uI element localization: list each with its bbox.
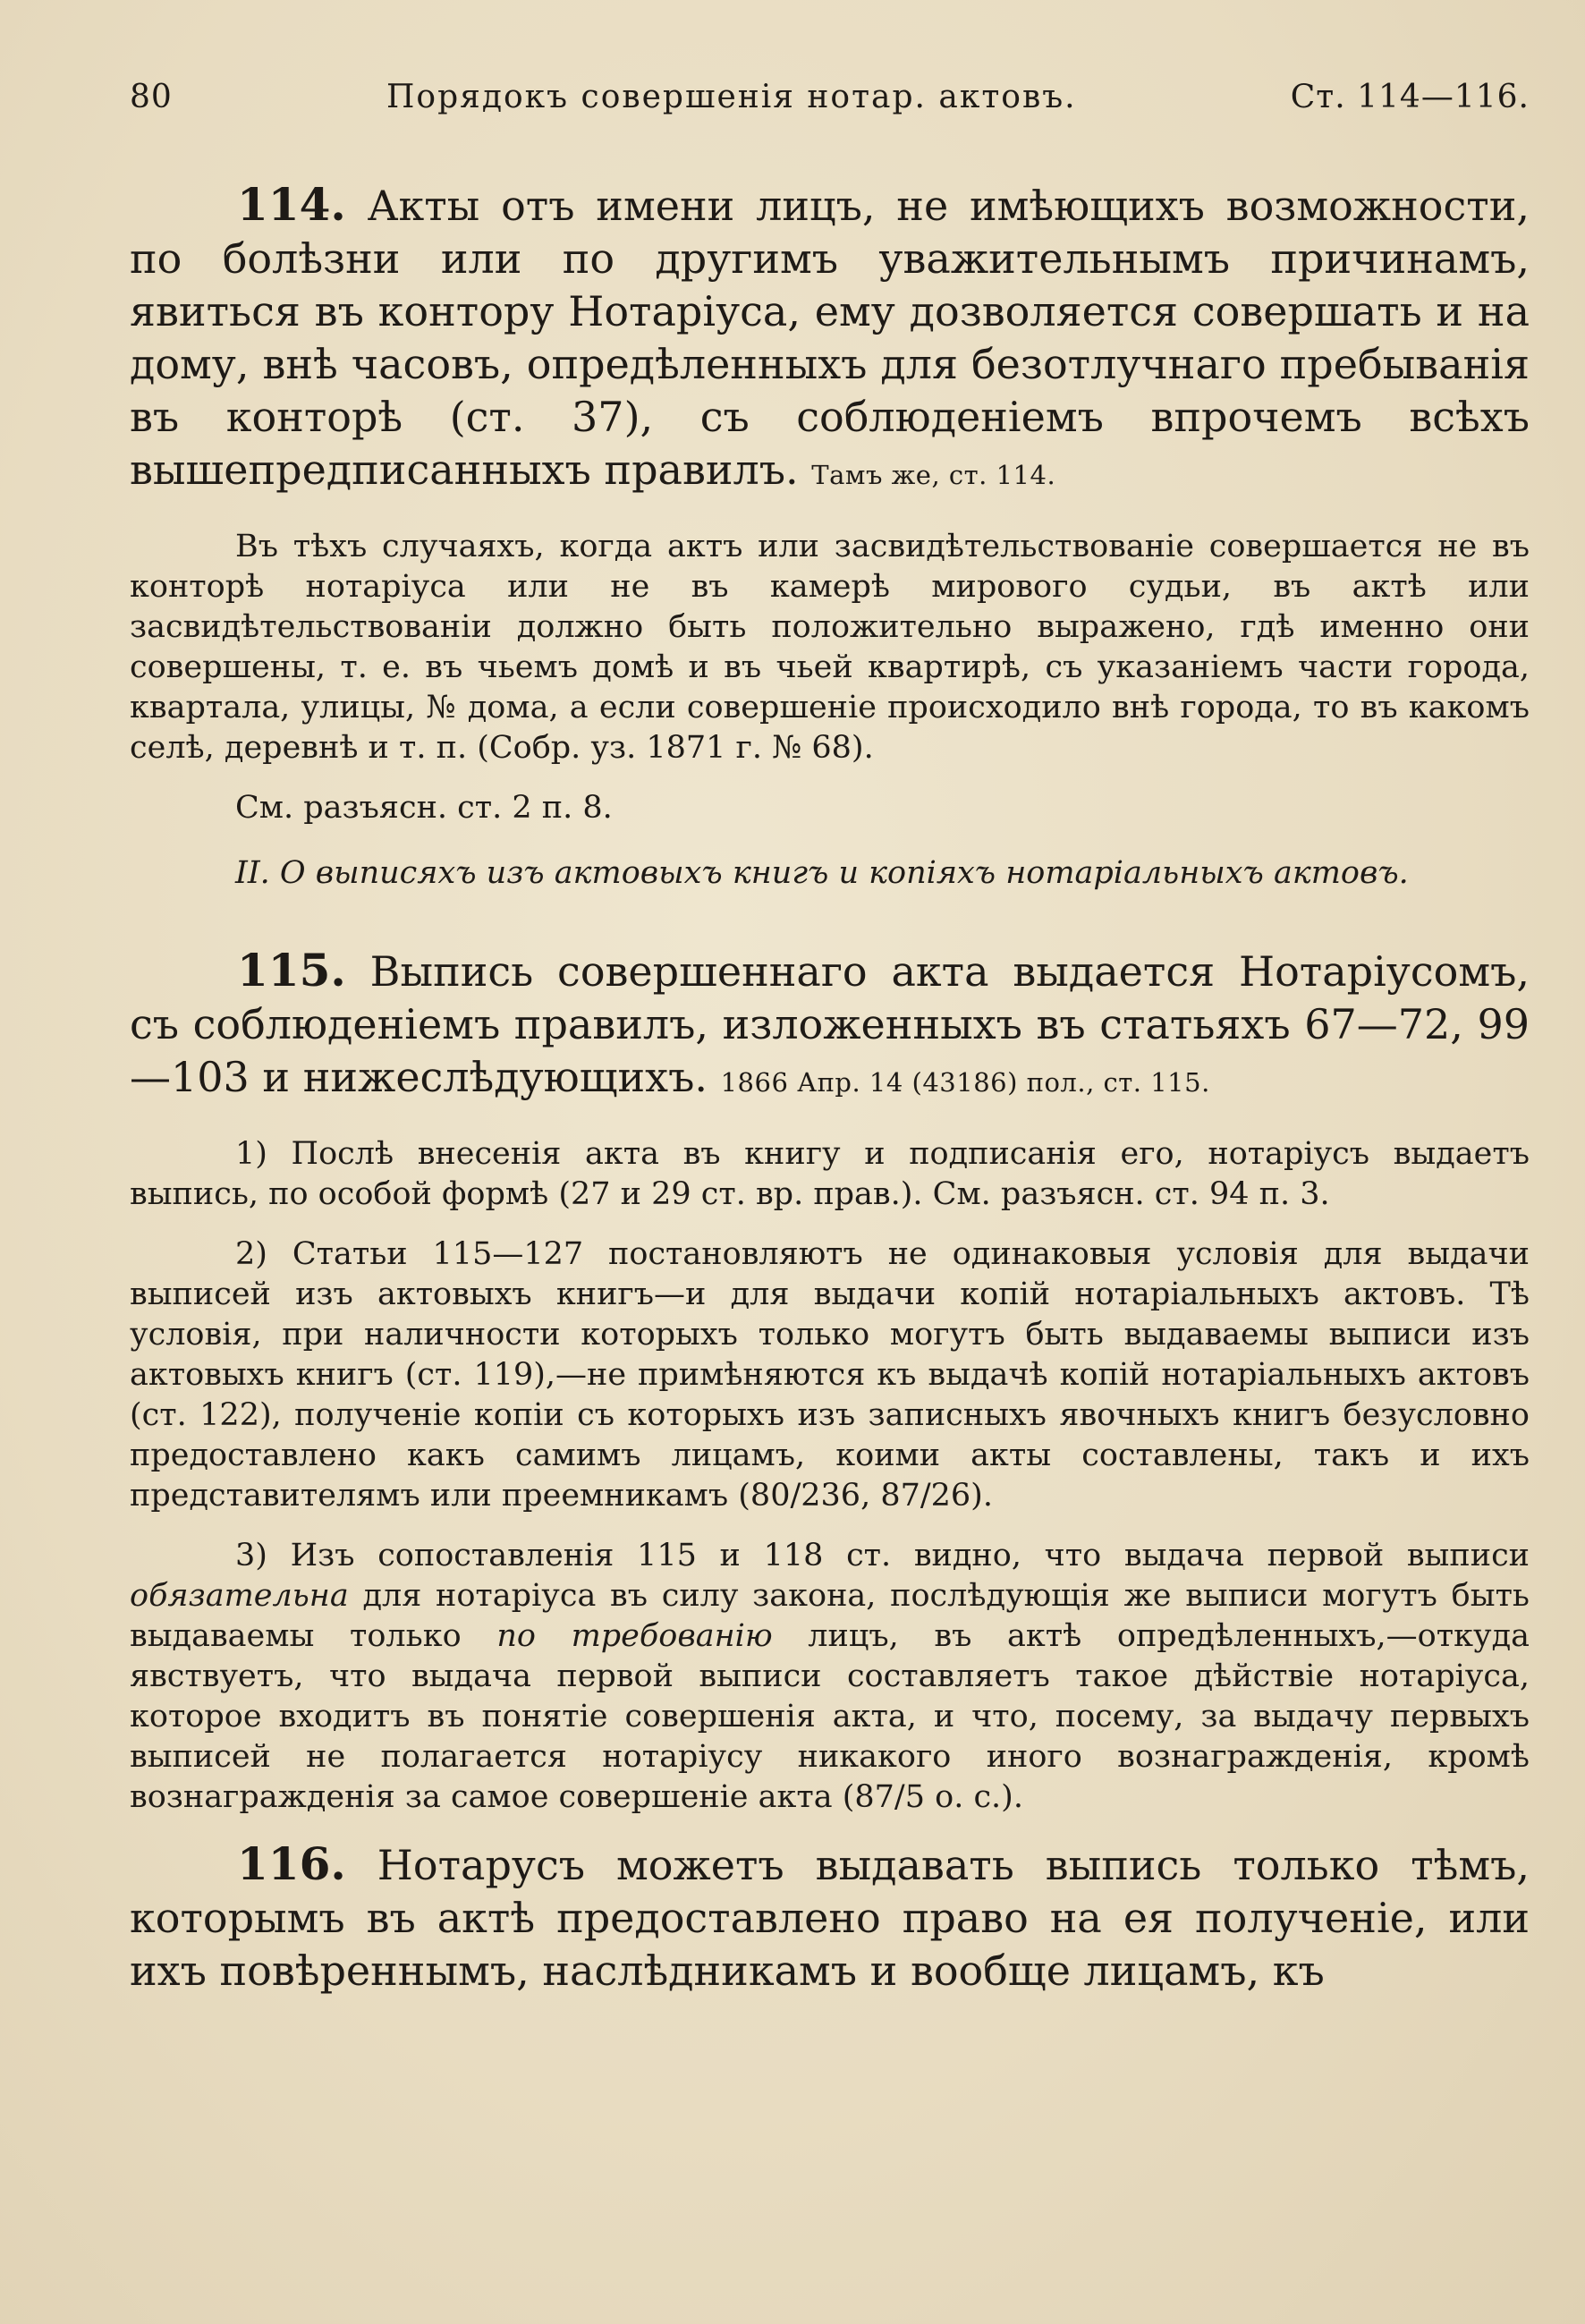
article-114 xyxy=(130,178,1530,502)
article-116 xyxy=(130,1837,1530,1997)
section-heading: II. О выписяхъ изъ актовыхъ книгъ и копіяхъ нотаріальныхъ актовъ. xyxy=(235,855,1409,891)
article-text: Нотарусъ можетъ выдавать выпись только тѣмъ, которымъ въ актѣ предоставлено право на ея полученіе, или ихъ повѣреннымъ, наслѣдникамъ и вообще лицамъ, къ xyxy=(130,1841,1530,1995)
article-number: 116. xyxy=(237,1837,346,1890)
article-number: 115. xyxy=(237,944,346,997)
article-source: Тамъ же, ст. 114. xyxy=(811,460,1056,490)
page-number: 80 xyxy=(130,79,173,115)
article-source: 1866 Апр. 14 (43186) пол., ст. 115. xyxy=(720,1067,1210,1098)
articles-range: Ст. 114—116. xyxy=(1290,79,1530,115)
note-text: лицъ, въ актѣ опредѣленныхъ,—откуда явствуетъ, что выдача первой выписи составляетъ такое дѣйствіе нотаріуса, которое входитъ въ понятіе совершенія акта, и что, посему, за выдачу первыхъ выписей не полагается нотаріусу никакого иного вознагражденія, кромѣ вознагражденія за самое совершеніе акта (87/5 о. с.). xyxy=(130,1618,1530,1815)
emphasis: по требованію xyxy=(496,1618,773,1654)
note-text: для нотаріуса въ силу закона, послѣдующія же выписи могутъ быть выдаваемы только xyxy=(130,1578,1530,1654)
page-header xyxy=(130,79,1530,115)
running-title: Порядокъ совершенія нотар. актовъ. xyxy=(386,79,1077,115)
see-also-114: См. разъясн. ст. 2 п. 8. xyxy=(235,790,613,826)
emphasis: обязательна xyxy=(130,1578,349,1614)
article-text: Акты отъ имени лицъ, не имѣющихъ возможности, по болѣзни или по другимъ уважительнымъ причинамъ, явиться въ контору Нотаріуса, ему дозволяется совершать и на дому, внѣ часовъ, опредѣленныхъ для безотлучнаго пребыванія въ конторѣ (ст. 37), съ соблюденіемъ впрочемъ всѣхъ вышепредписанныхъ правилъ. xyxy=(130,182,1530,494)
note-115-3 xyxy=(130,1536,1530,1818)
note-114: Въ тѣхъ случаяхъ, когда актъ или засвидѣтельствованіе совершается не въ конторѣ нотаріуса или не въ камерѣ мирового судьи, въ актѣ или засвидѣтельствованіи должно быть положительно выражено, гдѣ именно они совершены, т. е. въ чьемъ домѣ и въ чьей квартирѣ, съ указаніемъ части города, квартала, улицы, № дома, а если совершеніе происходило внѣ города, то въ какомъ селѣ, деревнѣ и т. п. (Собр. уз. 1871 г. № 68). xyxy=(130,529,1530,766)
note-115-1: 1) Послѣ внесенія акта въ книгу и подписанія его, нотаріусъ выдаетъ выпись, по особой формѣ (27 и 29 ст. вр. прав.). См. разъясн. ст. 94 п. 3. xyxy=(130,1136,1530,1212)
page-content xyxy=(130,79,1530,2023)
article-text: Выпись совершеннаго акта выдается Нотаріусомъ, съ соблюденіемъ правилъ, изложенныхъ въ статьяхъ 67—72, 99—103 и нижеслѣдующихъ. xyxy=(130,947,1530,1101)
note-115-2: 2) Статьи 115—127 постановляютъ не одинаковыя условія для выдачи выписей изъ актовыхъ книгъ—и для выдачи копій нотаріальныхъ актовъ. Тѣ условія, при наличности которыхъ только могутъ быть выдаваемы выписи изъ актовыхъ книгъ (ст. 119),—не примѣняются къ выдачѣ копій нотаріальныхъ актовъ (ст. 122), полученіе копіи съ которыхъ изъ записныхъ явочныхъ книгъ безусловно предоставлено какъ самимъ лицамъ, коими акты составлены, такъ и ихъ представителямъ или преемникамъ (80/236, 87/26). xyxy=(130,1236,1530,1514)
article-115 xyxy=(130,944,1530,1109)
note-text: 3) Изъ сопоставленія 115 и 118 ст. видно, что выдача первой выписи xyxy=(235,1538,1530,1573)
article-number: 114. xyxy=(237,178,346,231)
